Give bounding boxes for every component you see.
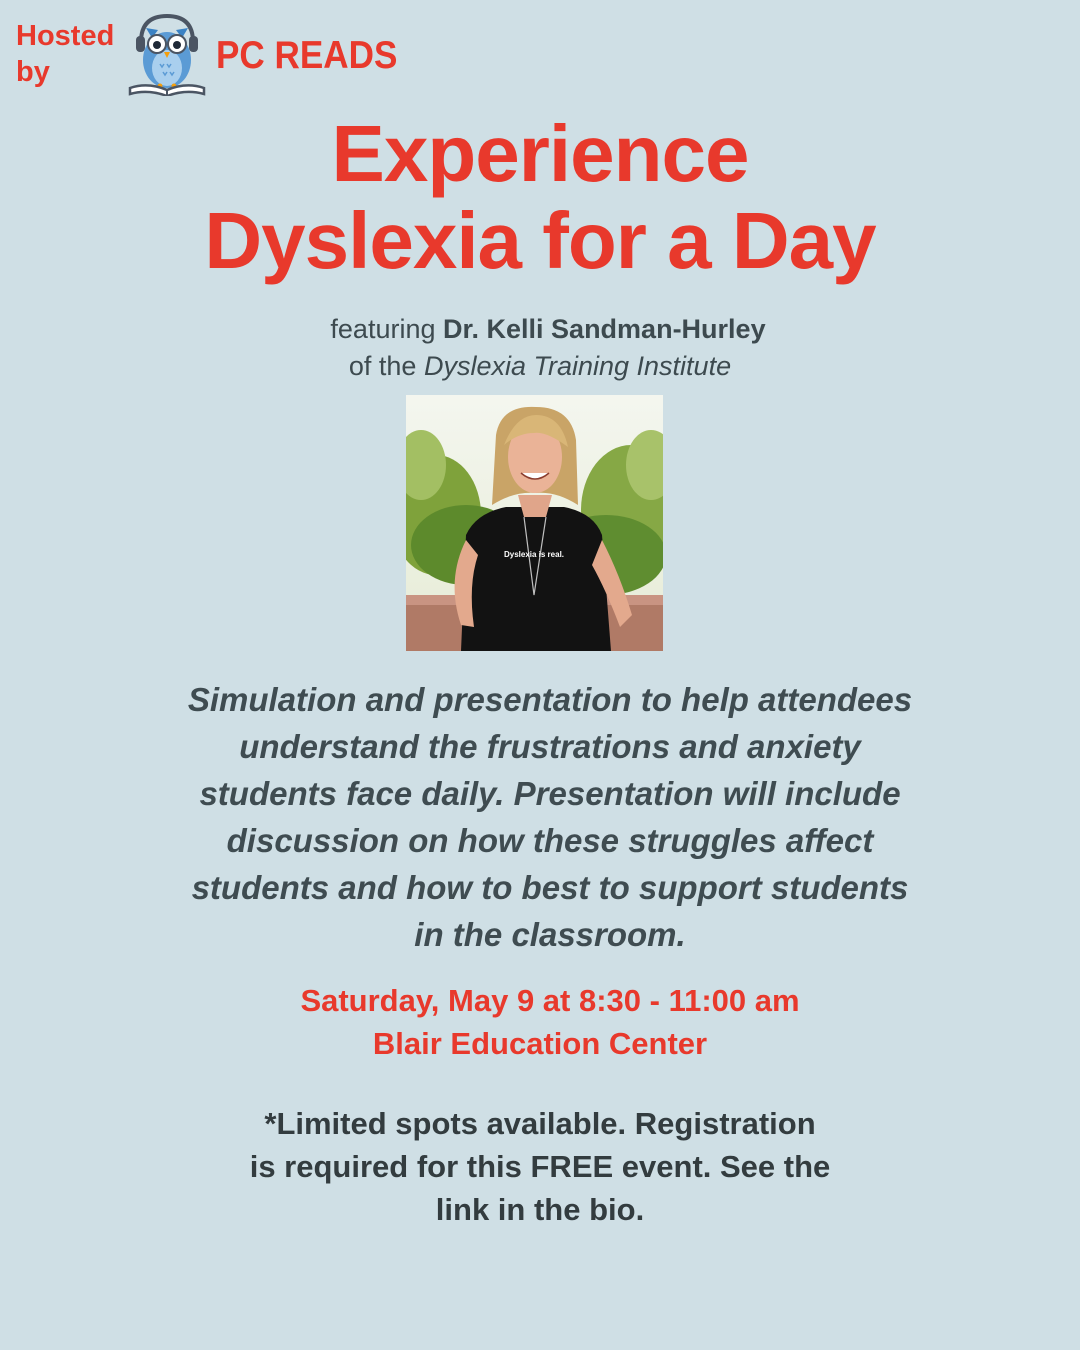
speaker-name: Dr. Kelli Sandman-Hurley — [443, 314, 766, 344]
description-line: Simulation and presentation to help attendees — [187, 681, 913, 718]
hosted-by-label — [16, 18, 126, 90]
featuring-line — [8, 310, 1080, 348]
title-line-1: Experience — [331, 109, 749, 198]
institute-prefix: of the — [348, 351, 417, 381]
shirt-text: Dyslexia is real. — [503, 550, 565, 559]
speaker-photo — [406, 395, 663, 651]
featuring-prefix: featuring — [330, 314, 436, 344]
registration-note — [150, 1102, 930, 1231]
event-description — [120, 676, 980, 958]
title-line-2: Dyslexia for a Day — [204, 196, 876, 285]
description-line: students and how to best to support students — [191, 869, 909, 906]
hosted-line-2: by — [16, 56, 50, 88]
event-venue: Blair Education Center — [372, 1026, 708, 1061]
speaker-photo-illustration — [406, 395, 663, 651]
note-line: *Limited spots available. Registration — [264, 1106, 816, 1141]
owl-logo-icon — [126, 12, 208, 96]
institute-name: Dyslexia Training Institute — [423, 351, 732, 381]
institute-line — [0, 347, 1080, 385]
hosted-line-1: Hosted — [16, 20, 115, 52]
description-line: discussion on how these struggles affect — [226, 822, 874, 859]
note-line: link in the bio. — [435, 1192, 645, 1227]
brand-name: PC READS — [216, 34, 398, 77]
description-line: students face daily. Presentation will include — [199, 775, 901, 812]
note-line: is required for this FREE event. See the — [249, 1149, 831, 1184]
description-line: in the classroom. — [414, 916, 686, 953]
event-datetime: Saturday, May 9 at 8:30 - 11:00 am — [300, 983, 800, 1018]
description-line: understand the frustrations and anxiety — [239, 728, 861, 765]
